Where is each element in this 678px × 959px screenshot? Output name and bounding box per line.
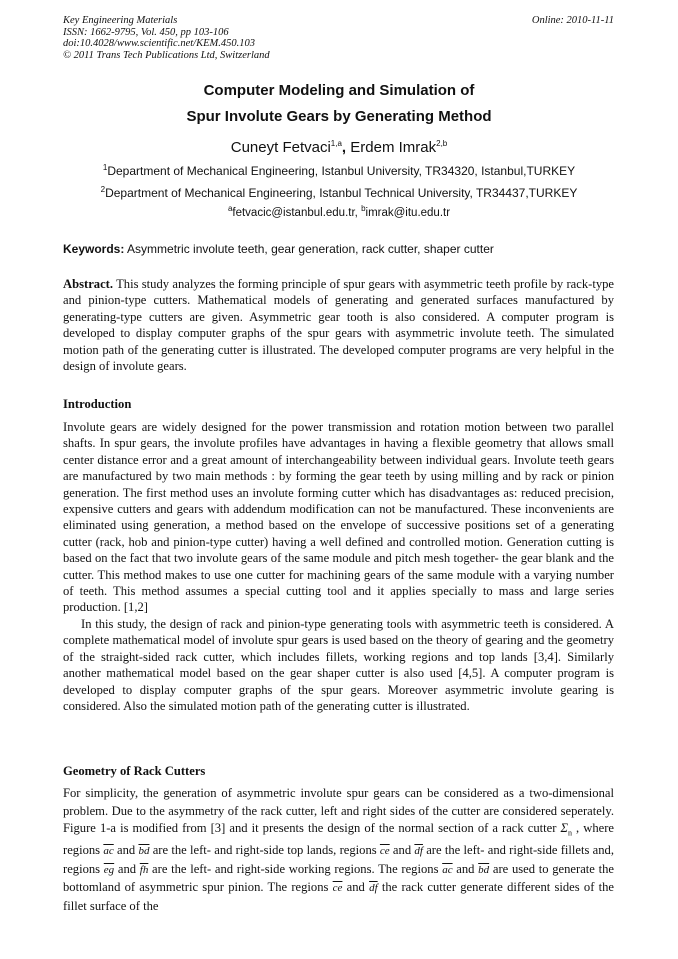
abstract: [63, 276, 614, 374]
geometry-text-7: the rack cutter generate different sides of the fillet surface of the: [63, 880, 614, 914]
author-2-sup: 2,b: [436, 139, 448, 148]
intro-paragraph-2: In this study, the design of rack and pinion-type generating tools with asymmetric teeth is considered. A complete mathematical model of involute spur gears is used based on the theory of gearing and the geometry of the straight-sided rack cutter, which includes fillets, working regions and top lands [3,4]. Similarly another mathematical model based on the gear shaper cutter is also used [4,5]. A computer program is developed to display computer graphs of the spur gears. Moreover asymmetric involute gearing is considered. Also the simulated motion path of the generating cutter is illustrated.: [63, 616, 614, 713]
affiliation-2: [0, 186, 678, 200]
region-eg: $\overline{eg}$: [103, 863, 115, 876]
geometry-text-5: are the left- and right-side working regions. The regions: [148, 861, 443, 876]
intro-paragraph-1: Involute gears are widely designed for the power transmission and rotation motion between two parallel shafts. In spur gears, the involute profiles have advantages in having a flexible geometry that allows small center distance error and a great amount of interchangeability between individual gears. Involute teeth gears are manufactured by two main methods : by forming the gear teeth by using milling and by rack or pinion generation. The first method uses an involute forming cutter which has disadvantages as: reduced precision, expensive cutters and gears with addendum modification can not be manufactured. These inconvenients are eliminated using generation, a method based on the envelope of successive positions set of a generating cutter (rack, hob and pinion-type cutter) having a well defined and controlled motion. Generation cutting is based on the fact that two involute gears of the same module and pitch mesh together- the gear blank and the cutter. This method makes to use one cutter for machining gears of the same module with a varying number of teeth. This method assumes a special cutting tool and it applies specially to mass and large series production. [1,2]: [63, 420, 614, 615]
author-separator: ,: [341, 139, 351, 156]
email-a: fetvacic@istanbul.edu.tr: [232, 207, 355, 219]
journal-header: [63, 15, 270, 61]
geometry-text-6: are used to generate the bottomland of asymmetric spur pinion. The regions: [63, 861, 614, 895]
abstract-text: This study analyzes the forming principle of spur gears with asymmetric teeth profile by rack-type and pinion-type cutters. Mathematical models of generating and generated surfaces manufactured by generating-type cutters are given. Asymmetric gear tooth is also considered. A computer program is developed to display computer graphs of the spur gears with asymmetric involute teeth. The simulated motion path of the generating cutter is illustrated. The developed computer programs are very helpful in the design of involute gears.: [63, 277, 615, 374]
introduction-heading: Introduction: [63, 397, 132, 411]
email-b: imrak@itu.edu.tr: [365, 207, 451, 219]
region-df-2: $\overline{df}$: [369, 882, 378, 895]
region-ce: $\overline{ce}$: [379, 845, 390, 858]
email-a-sup: a: [227, 204, 233, 214]
and-5: and: [342, 880, 370, 895]
region-fh: $\overline{fh}$: [139, 863, 149, 876]
and-1: and: [113, 843, 139, 858]
email-b-sup: b: [361, 204, 366, 214]
geometry-text-3: are the left- and right-side top lands, regions: [149, 843, 380, 858]
aff2-text: Department of Mechanical Engineering, Istanbul Technical University, TR34437,TURKEY: [105, 186, 578, 200]
and-2: and: [389, 843, 415, 858]
geometry-paragraph: [63, 785, 614, 916]
region-df: $\overline{df}$: [414, 845, 423, 858]
geometry-text-1: For simplicity, the generation of asymmetric involute spur gears can be considered as a two-dimensional problem. Due to the asymmetry of the rack cutter, left and right sides of the cutter are considered seperately. Figure 1-a is modified from [3] and it presents the design of the normal section of a rack cutter: [63, 786, 614, 836]
copyright-line: © 2011 Trans Tech Publications Ltd, Switzerland: [63, 49, 270, 61]
aff1-text: Department of Mechanical Engineering, Istanbul University, TR34320, Istanbul,TURKEY: [107, 164, 576, 178]
aff2-sup: 2: [100, 185, 106, 194]
emails: $^a$fetvacic@istanbul.edu.tr, $^b$imrak@itu.edu.tr: [227, 204, 451, 219]
author-1-sup: 1,a: [330, 139, 342, 148]
doi-line: doi:10.4028/www.scientific.net/KEM.450.103: [63, 38, 255, 49]
geometry-heading: Geometry of Rack Cutters: [63, 764, 206, 778]
keywords: [63, 242, 494, 256]
region-bd-2: $\overline{bd}$: [478, 863, 490, 876]
region-ac: $\overline{ac}$: [103, 845, 114, 858]
and-4: and: [452, 861, 479, 876]
authors: [0, 139, 678, 156]
affiliation-1: [0, 164, 678, 178]
region-bd: $\overline{bd}$: [138, 845, 150, 858]
issn-line: ISSN: 1662-9795, Vol. 450, pp 103-106: [63, 26, 229, 38]
abstract-label: Abstract.: [63, 277, 114, 291]
geometry-text-4: are the left- and right-side fillets and, regions: [63, 843, 614, 876]
and-3: and: [114, 861, 140, 876]
aff1-sup: 1: [102, 163, 108, 172]
sigma-subscript: n: [567, 828, 572, 838]
title-line-2: Spur Involute Gears by Generating Method: [186, 108, 492, 125]
journal-name: Key Engineering Materials: [63, 15, 178, 26]
online-date: Online: 2010-11-11: [531, 15, 614, 26]
introduction-body: [63, 419, 614, 714]
title-line-1: Computer Modeling and Simulation of: [203, 82, 475, 99]
author-1: Cuneyt Fetvaci: [230, 139, 331, 156]
geometry-body: [63, 785, 614, 916]
region-ac-2: $\overline{ac}$: [442, 863, 453, 876]
region-ce-2: $\overline{ce}$: [332, 882, 343, 895]
author-2: Erdem Imrak: [350, 139, 437, 156]
keywords-label: Keywords:: [63, 242, 125, 256]
sigma-symbol: Σ: [560, 821, 568, 836]
geometry-text-2: , where regions: [63, 821, 615, 858]
keywords-text: Asymmetric involute teeth, gear generation, rack cutter, shaper cutter: [127, 242, 494, 256]
